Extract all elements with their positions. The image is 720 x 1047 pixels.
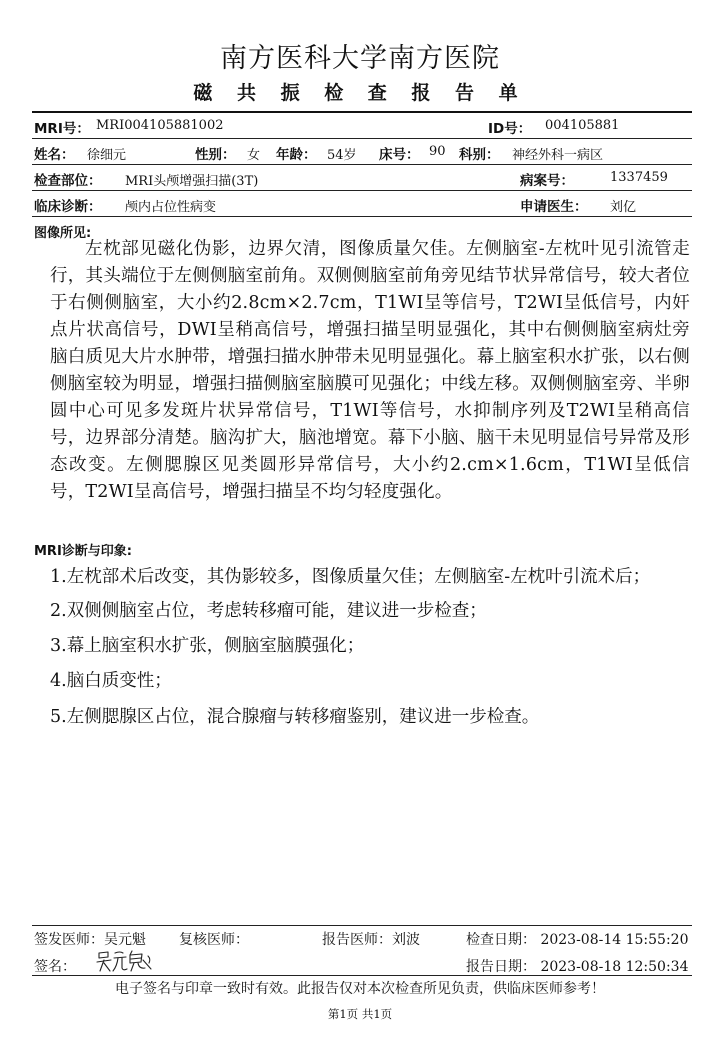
findings-heading: 图像所见: (34, 226, 92, 241)
reviewing-doctor: 复核医师： (179, 932, 249, 948)
signature-label: 签名： (34, 959, 76, 975)
bed-number-value: 90 (429, 144, 446, 159)
clinical-diagnosis-label: 临床诊断： (34, 199, 102, 215)
department-value: 神经外科一病区 (512, 148, 604, 163)
divider (32, 164, 692, 165)
impression-heading: MRI诊断与印象: (34, 544, 132, 559)
exam-part-label: 检查部位： (34, 173, 102, 189)
divider (32, 138, 692, 139)
page-number: 第1页 共1页 (327, 1007, 393, 1021)
divider (32, 216, 692, 217)
impression-item: 5.左侧腮腺区占位，混合腺瘤与转移瘤鉴别，建议进一步检查。 (50, 707, 540, 727)
issuing-doctor: 签发医师：吴元魁 (34, 932, 146, 948)
department-label: 科别： (459, 147, 500, 163)
divider (32, 111, 692, 113)
clinical-diagnosis-value: 颅内占位性病变 (125, 200, 217, 215)
impression-item: 2.双侧侧脑室占位，考虑转移瘤可能，建议进一步检查； (50, 601, 487, 621)
impression-item: 3.幕上脑室积水扩张，侧脑室脑膜强化； (50, 636, 365, 656)
id-number-label: ID号： (488, 121, 532, 137)
bed-number-label: 床号： (379, 147, 420, 163)
disclaimer: 电子签名与印章一致时有效。此报告仅对本次检查所见负责，供临床医师参考！ (115, 981, 605, 997)
age-label: 年龄： (276, 147, 317, 163)
patient-name-label: 姓名： (34, 147, 75, 163)
id-number-value: 004105881 (545, 118, 620, 133)
case-number-label: 病案号： (520, 173, 574, 189)
reporting-doctor: 报告医师：刘波 (322, 932, 420, 948)
findings-text: 左枕部见磁化伪影，边界欠清，图像质量欠佳。左侧脑室-左枕叶见引流管走行，其头端位于左侧侧脑室前角。双侧侧脑室前角旁见结节状异常信号，较大者位于右侧侧脑室，大小约2.8cm×2.7cm，T1WI呈等信号，T2WI呈低信号，内奸点片状高信号，DWI呈稍高信号，增强扫描呈明显强化，其中右侧侧脑室病灶旁脑白质见大片水肿带，增强扫描水肿带未见明显强化。幕上脑室积水扩张，以右侧侧脑室较为明显，增强扫描侧脑室脑膜可见强化；中线左移。双侧侧脑室旁、半卵圆中心可见多发斑片状异常信号，T1WI等信号，水抑制序列及T2WI呈稍高信号，边界部分清楚。脑沟扩大，脑池增宽。幕下小脑、脑干未见明显信号异常及形态改变。左侧腮腺区见类圆形异常信号，大小约2.cm×1.6cm，T1WI呈低信号，T2WI呈高信号，增强扫描呈不均匀轻度强化。 (50, 239, 690, 502)
request-doctor-label: 申请医生： (520, 199, 588, 215)
divider (32, 190, 692, 191)
divider (32, 925, 692, 926)
case-number-value: 1337459 (610, 170, 668, 185)
patient-name-value: 徐细元 (87, 148, 127, 163)
age-value: 54岁 (327, 148, 357, 163)
mri-number-value: MRI004105881002 (96, 118, 224, 133)
exam-part-value: MRI头颅增强扫描(3T) (125, 174, 259, 189)
sex-value: 女 (247, 148, 261, 163)
handwritten-signature (96, 947, 154, 977)
report-title: 磁 共 振 检 查 报 告 单 (193, 82, 527, 104)
mri-number-label: MRI号： (34, 121, 90, 137)
impression-item: 1.左枕部术后改变，其伪影较多，图像质量欠佳；左侧脑室-左枕叶引流术后； (50, 567, 651, 587)
request-doctor-value: 刘亿 (610, 200, 637, 215)
hospital-name: 南方医科大学南方医院 (220, 43, 500, 74)
exam-date: 检查日期： 2023-08-14 15:55:20 (466, 932, 689, 948)
sex-label: 性别： (195, 147, 236, 163)
report-date: 报告日期： 2023-08-18 12:50:34 (466, 959, 689, 975)
divider (32, 975, 692, 976)
impression-item: 4.脑白质变性； (50, 671, 172, 691)
